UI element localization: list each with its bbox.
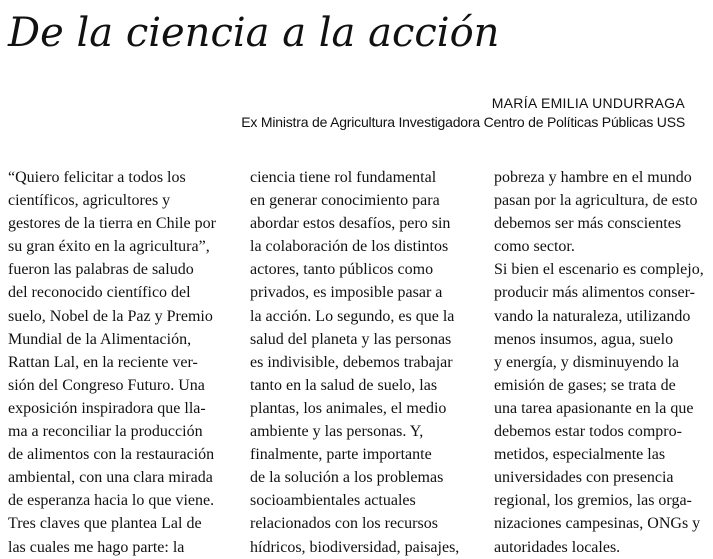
text-line: universidades con presencia — [494, 469, 674, 487]
text-line: como sector. — [494, 238, 575, 256]
text-line: del reconocido científico del — [8, 284, 191, 302]
text-line: y energía, y disminuyendo la — [494, 353, 679, 371]
text-line: menos insumos, agua, suelo — [494, 330, 674, 348]
text-line: en generar conocimiento para — [250, 192, 440, 210]
text-line: de la solución a los problemas — [250, 469, 444, 487]
author-name: MARÍA EMILIA UNDURRAGA — [491, 95, 685, 111]
text-line: ambiente y las personas. Y, — [250, 423, 424, 441]
text-line: ciencia tiene rol fundamental — [250, 169, 437, 186]
text-line: exposición inspiradora que lla- — [8, 399, 206, 417]
text-line: una tarea apasionante en la que — [494, 399, 694, 417]
text-line: ma a reconciliar la producción — [8, 423, 203, 441]
text-line: ambiental, con una clara mirada — [8, 469, 213, 487]
text-line: plantas, los animales, el medio — [250, 399, 447, 417]
article-title: De la ciencia a la acción — [8, 10, 500, 56]
text-line: es indivisible, debemos trabajar — [250, 353, 453, 371]
text-line: tanto en la salud de suelo, las — [250, 376, 438, 394]
text-line: salud del planeta y las personas — [250, 330, 452, 348]
text-line: sión del Congreso Futuro. Una — [8, 376, 205, 394]
text-line: Mundial de la Alimentación, — [8, 330, 192, 348]
text-line: la acción. Lo segundo, es que la — [250, 307, 455, 325]
text-line: autoridades locales. — [494, 538, 621, 556]
text-line: la colaboración de los distintos — [250, 238, 449, 256]
text-line: “Quiero felicitar a todos los — [8, 169, 186, 186]
text-line: científicos, agricultores y — [8, 192, 171, 210]
byline — [241, 94, 685, 132]
text-line: las cuales me hago parte: la — [8, 538, 185, 556]
text-line: suelo, Nobel de la Paz y Premio — [8, 307, 213, 325]
text-line: gestores de la tierra en Chile por — [8, 215, 216, 233]
text-line: Tres claves que plantea Lal de — [8, 515, 202, 533]
text-line: emisión de gases; se trata de — [494, 376, 676, 394]
text-line: Rattan Lal, en la reciente ver- — [8, 353, 198, 371]
text-line: debemos estar todos compro- — [494, 423, 682, 441]
text-line: debemos ser más conscientes — [494, 215, 682, 233]
text-line: privados, es imposible pasar a — [250, 284, 443, 302]
text-line: nizaciones campesinas, ONGs y — [494, 515, 701, 533]
text-line: regional, los gremios, las orga- — [494, 492, 692, 510]
text-line: socioambientales actuales — [250, 492, 416, 510]
text-line: Si bien el escenario es complejo, — [494, 261, 704, 279]
article-column-1 — [8, 166, 230, 559]
article-column-3 — [494, 166, 709, 559]
text-line: pasan por la agricultura, de esto — [494, 192, 698, 210]
text-line: relacionados con los recursos — [250, 515, 438, 533]
text-line: actores, tanto públicos como — [250, 261, 434, 279]
author-role: Ex Ministra de Agricultura Investigadora Centro de Políticas Públicas USS — [241, 114, 685, 130]
text-line: producir más alimentos conser- — [494, 284, 695, 302]
text-line: pobreza y hambre en el mundo — [494, 169, 692, 186]
text-line: abordar estos desafíos, pero sin — [250, 215, 451, 233]
text-line: fueron las palabras de saludo — [8, 261, 194, 279]
text-line: su gran éxito en la agricultura”, — [8, 238, 210, 256]
text-line: metidos, especialmente las — [494, 446, 666, 464]
text-line: finalmente, parte importante — [250, 446, 432, 464]
text-line: de alimentos con la restauración — [8, 446, 215, 464]
article-column-2 — [250, 166, 475, 559]
text-line: de esperanza hacia lo que viene. — [8, 492, 215, 510]
text-line: hídricos, biodiversidad, paisajes, — [250, 538, 460, 556]
text-line: vando la naturaleza, utilizando — [494, 307, 691, 325]
